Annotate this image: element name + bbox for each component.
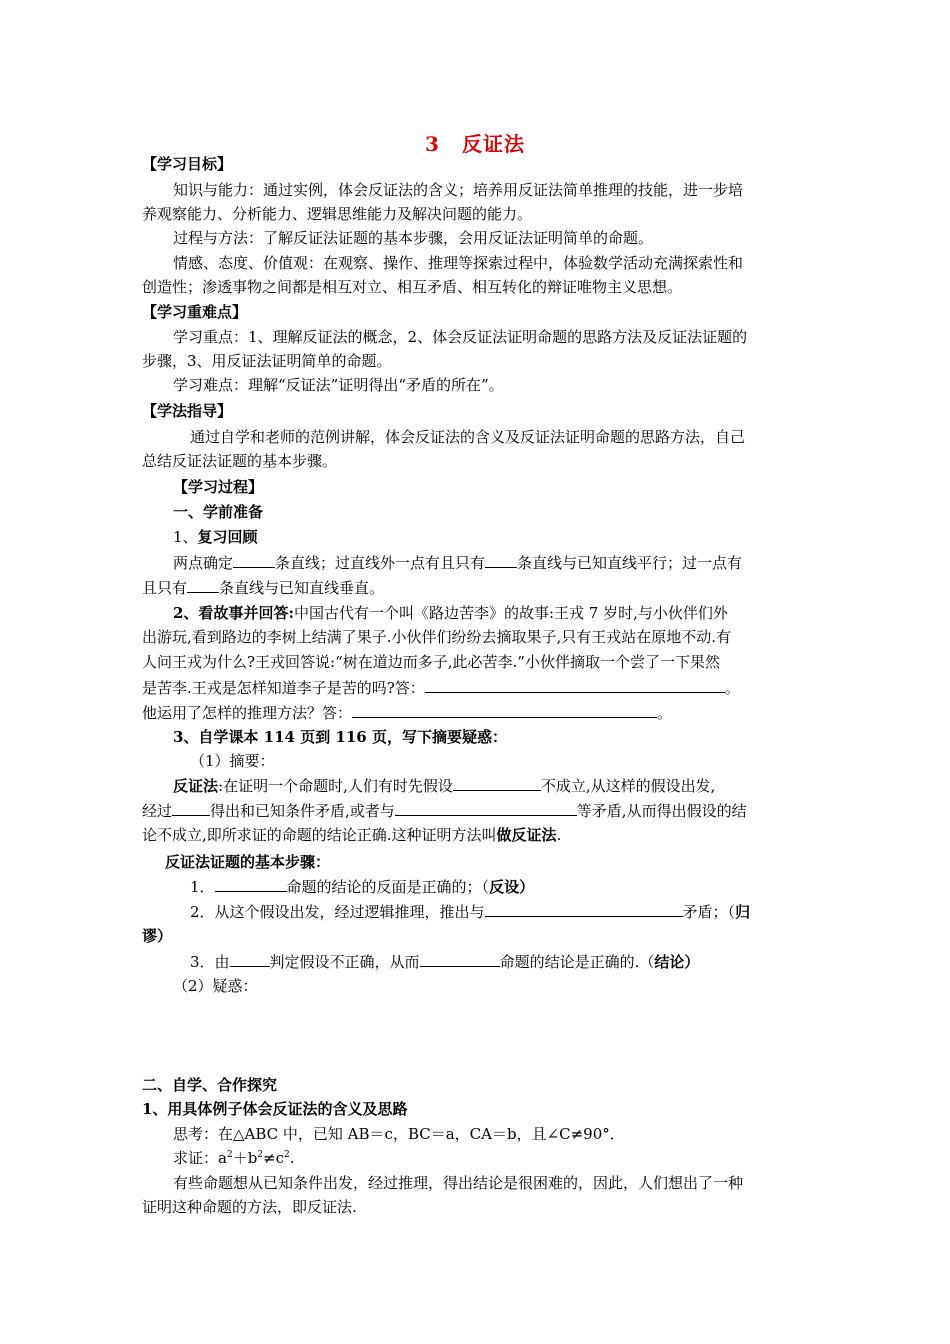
- step-2-wrap: 谬）: [142, 927, 173, 945]
- blank-answer-1[interactable]: [425, 677, 725, 693]
- doc-title: [0, 128, 950, 157]
- story-line3: 人问王戎为什么?王戎回答说:“树在道边而多子,此必苦李.”小伙伴摘取一个尝了一下果然: [142, 653, 720, 671]
- title-number: 3: [425, 132, 440, 156]
- blank-2[interactable]: [485, 552, 517, 568]
- closing-line2: 证明这种命题的方法，即反证法.: [142, 1198, 357, 1216]
- blank-5[interactable]: [172, 800, 210, 816]
- summary-label: （1）摘要：: [190, 752, 275, 770]
- step-3: 3．由 判定假设不正确，从而 命题的结论是正确的.（结论）: [190, 953, 700, 971]
- blank-6[interactable]: [395, 800, 577, 816]
- step-1: 1． 命题的结论的反面是正确的；（反设）: [190, 878, 535, 896]
- think-line: 思考：在△ABC 中，已知 AB＝c，BC＝a，CA＝b，且∠C≠90°．: [173, 1125, 625, 1143]
- key-p1-line2: 步骤，3、用反证法证明简单的命题。: [142, 352, 392, 370]
- goals-p2: 过程与方法：了解反证法证题的基本步骤，会用反证法证明简单的命题。: [173, 229, 654, 247]
- story-line2: 出游玩,看到路边的李树上结满了果子.小伙伴们纷纷去摘取果子,只有王戎站在原地不动.有: [142, 628, 732, 646]
- doubts-label: （2）疑惑：: [173, 977, 258, 995]
- review-heading: 1、复习回顾: [173, 528, 258, 546]
- blank-9[interactable]: [230, 951, 270, 967]
- story-line1: 2、看故事并回答:中国古代有一个叫《路边苦李》的故事:王戎 7 岁时,与小伙伴们外: [173, 604, 728, 622]
- heading-goals: 【学习目标】: [142, 155, 233, 173]
- key-p2: 学习难点：理解“反证法”证明得出“矛盾的所在”。: [173, 376, 504, 394]
- blank-4[interactable]: [453, 775, 541, 791]
- def-line3: 论不成立,即所求证的命题的结论正确.这种证明方法叫做反证法.: [142, 826, 562, 844]
- steps-heading: 反证法证题的基本步骤：: [165, 853, 331, 871]
- heading-method: 【学法指导】: [142, 402, 233, 420]
- blank-1[interactable]: [233, 552, 275, 568]
- section2-heading: 二、自学、合作探究: [142, 1076, 278, 1094]
- goals-p1-line1: 知识与能力：通过实例，体会反证法的含义；培养用反证法简单推理的技能，进一步培: [173, 181, 744, 199]
- story-line5: 他运用了怎样的推理方法？答： 。: [142, 704, 673, 722]
- story-line4: 是苦李.王戎是怎样知道李子是苦的吗?答： 。: [142, 679, 740, 697]
- step-2: 2．从这个假设出发，经过逻辑推理，推出与 矛盾；（归: [190, 903, 751, 921]
- review-line1: 两点确定 条直线；过直线外一点有且只有 条直线与已知直线平行；过一点有: [173, 554, 743, 572]
- blank-10[interactable]: [420, 951, 500, 967]
- method-line2: 总结反证法证题的基本步骤。: [142, 452, 338, 470]
- heading-process: 【学习过程】: [173, 478, 264, 496]
- def-line2: 经过 得出和已知条件矛盾,或者与 等矛盾,从而得出假设的结: [142, 802, 747, 820]
- blank-answer-2[interactable]: [352, 702, 657, 718]
- prove-line: 求证：$a^2+b^2\ne c^2$.: [173, 1149, 295, 1167]
- heading-key-points: 【学习重难点】: [142, 303, 248, 321]
- blank-7[interactable]: [215, 876, 287, 892]
- selfstudy-heading: 3、自学课本 114 页到 116 页，写下摘要疑惑：: [173, 728, 507, 746]
- method-line1: 通过自学和老师的范例讲解，体会反证法的含义及反证法证明命题的思路方法，自己: [190, 428, 746, 446]
- key-p1-line1: 学习重点：1、理解反证法的概念，2、体会反证法证明命题的思路方法及反证法证题的: [173, 328, 748, 346]
- goals-p1-line2: 养观察能力、分析能力、逻辑思维能力及解决问题的能力。: [142, 205, 533, 223]
- goals-p3-line1: 情感、态度、价值观：在观察、操作、推理等探索过程中，体验数学活动充满探索性和: [173, 254, 744, 272]
- blank-8[interactable]: [485, 901, 683, 917]
- section2-sub: 1、用具体例子体会反证法的含义及思路: [142, 1100, 408, 1118]
- heading-prep: 一、学前准备: [173, 503, 264, 521]
- review-line2: 且只有 条直线与已知直线垂直。: [142, 579, 385, 597]
- goals-p3-line2: 创造性；渗透事物之间都是相互对立、相互矛盾、相互转化的辩证唯物主义思想。: [142, 278, 683, 296]
- title-text: 反证法: [461, 132, 525, 156]
- closing-line1: 有些命题想从已知条件出发，经过推理，得出结论是很困难的，因此，人们想出了一种: [173, 1174, 744, 1192]
- def-line1: 反证法:在证明一个命题时,人们有时先假设 不成立,从这样的假设出发,: [173, 777, 716, 795]
- blank-3[interactable]: [187, 577, 219, 593]
